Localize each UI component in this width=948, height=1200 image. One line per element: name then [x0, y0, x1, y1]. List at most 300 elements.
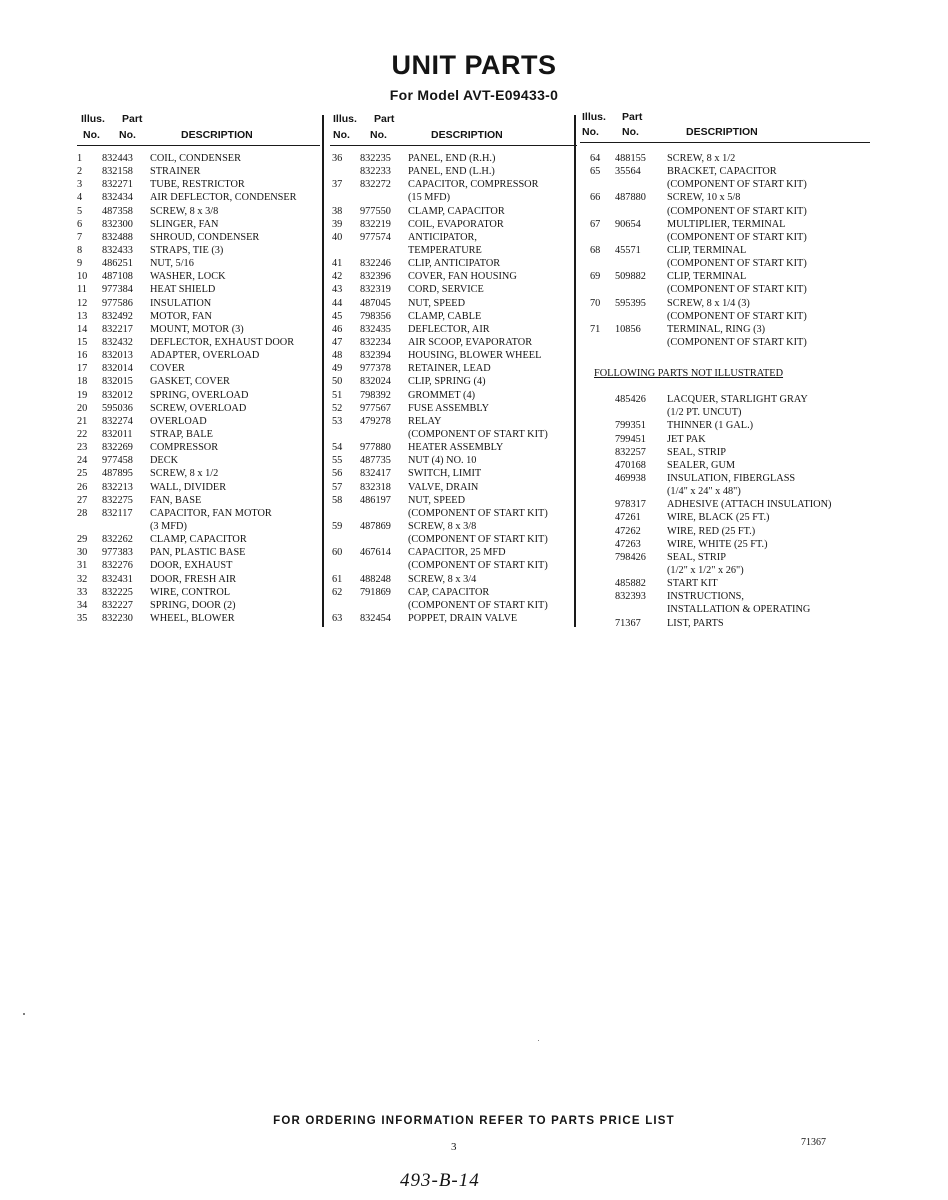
part-description: (1/4" x 24" x 48"): [667, 486, 741, 498]
part-row: [330, 441, 577, 454]
illus-no: 30: [77, 547, 88, 559]
part-description: WIRE, CONTROL: [150, 586, 231, 598]
part-number: 832274: [102, 415, 133, 427]
illus-no: 71: [590, 323, 601, 335]
part-number: 47263: [615, 538, 641, 550]
part-number: 832443: [102, 153, 133, 164]
part-number: 832271: [102, 179, 133, 191]
part-row: [330, 546, 577, 559]
scan-speck: [23, 1013, 25, 1015]
illus-no: 24: [77, 455, 88, 467]
part-description: SWITCH, LIMIT: [408, 468, 482, 480]
parts-list: [330, 152, 577, 625]
illus-no: 48: [332, 350, 343, 362]
part-row: [330, 362, 577, 375]
no-label: No.: [83, 129, 100, 141]
part-description: ANTICIPATOR,: [408, 231, 477, 243]
part-number: 799451: [615, 433, 646, 445]
part-row: [580, 152, 870, 165]
description-label: DESCRIPTION: [431, 129, 503, 141]
no-label: No.: [582, 126, 599, 138]
illus-no: 21: [77, 415, 88, 427]
part-number: 832013: [102, 350, 133, 362]
part-number: 832213: [102, 481, 133, 493]
part-description: TERMINAL, RING (3): [667, 323, 766, 335]
illus-no: 38: [332, 205, 343, 217]
part-number: 832272: [360, 179, 391, 191]
part-description: PANEL, END (R.H.): [408, 153, 496, 164]
part-row: [330, 402, 577, 415]
part-number: 595395: [615, 297, 646, 309]
part-row: [330, 257, 577, 270]
part-number: 832024: [360, 376, 391, 388]
part-row: [580, 617, 870, 630]
part-number: 798356: [360, 310, 391, 322]
part-row: [330, 375, 577, 388]
illus-no: 3: [77, 179, 83, 191]
part-description: WALL, DIVIDER: [150, 481, 227, 493]
part-description: SCREW, 8 x 1/2: [150, 468, 219, 480]
part-description: CORD, SERVICE: [408, 284, 484, 296]
part-description: OVERLOAD: [150, 415, 207, 427]
part-description: COVER, FAN HOUSING: [408, 271, 517, 283]
part-number: 977574: [360, 231, 391, 243]
illus-no: 40: [332, 231, 343, 243]
part-row: [330, 559, 577, 572]
part-description: SEAL, STRIP: [667, 551, 726, 563]
part-label: Part: [622, 111, 643, 123]
part-row: [580, 218, 870, 231]
part-number: 832234: [360, 336, 391, 348]
illus-no: 18: [77, 376, 88, 388]
part-number: 832158: [102, 166, 133, 178]
part-number: 832396: [360, 271, 391, 283]
part-row: [580, 191, 870, 204]
part-row: [580, 283, 870, 296]
part-row: [580, 433, 870, 446]
part-row: [330, 323, 577, 336]
part-number: 487735: [360, 455, 391, 467]
part-number: 47261: [615, 512, 641, 524]
part-number: 832492: [102, 310, 133, 322]
part-description: NUT (4) NO. 10: [408, 455, 477, 467]
part-row: [330, 283, 577, 296]
part-description: WHEEL, BLOWER: [150, 612, 235, 624]
part-number: 832276: [102, 560, 133, 572]
illus-no: 53: [332, 415, 343, 427]
part-number: 977458: [102, 455, 133, 467]
part-row: [330, 520, 577, 533]
part-row: [77, 612, 320, 625]
part-row: [77, 467, 320, 480]
part-row: [77, 310, 320, 323]
part-number: 832257: [615, 446, 646, 458]
part-description: ADHESIVE (ATTACH INSULATION): [667, 499, 832, 511]
part-number: 71367: [615, 617, 641, 629]
part-number: 832227: [102, 599, 133, 611]
part-number: 470168: [615, 459, 646, 471]
part-number: 977383: [102, 547, 133, 559]
part-row: [330, 599, 577, 612]
part-description: STRAP, BALE: [150, 428, 213, 440]
part-row: [77, 402, 320, 415]
part-row: [580, 310, 870, 323]
illus-no: 52: [332, 402, 343, 414]
part-number: 487108: [102, 271, 133, 283]
part-number: 832417: [360, 468, 391, 480]
illus-no: 2: [77, 166, 83, 178]
illus-no: 22: [77, 428, 88, 440]
part-row: [330, 231, 577, 244]
part-row: [330, 415, 577, 428]
part-row: [77, 191, 320, 204]
part-description: WASHER, LOCK: [150, 271, 226, 283]
part-row: [77, 428, 320, 441]
part-description: SCREW, 8 x 1/4 (3): [667, 297, 750, 309]
part-row: [77, 520, 320, 533]
column-header: [580, 112, 870, 144]
part-row: [330, 389, 577, 402]
part-row: [330, 533, 577, 546]
description-label: DESCRIPTION: [686, 126, 758, 138]
parts-column-1: [77, 112, 320, 625]
illus-no: 36: [332, 153, 343, 164]
part-description: (COMPONENT OF START KIT): [408, 507, 548, 519]
part-description: ADAPTER, OVERLOAD: [150, 350, 260, 362]
illus-no: 64: [590, 153, 601, 164]
part-description: SCREW, 8 x 3/8: [408, 520, 477, 532]
illus-no: 23: [77, 442, 88, 454]
part-description: PANEL, END (L.H.): [408, 166, 495, 178]
part-row: [580, 564, 870, 577]
part-description: (COMPONENT OF START KIT): [408, 534, 548, 546]
part-number: 487045: [360, 297, 391, 309]
part-row: [330, 310, 577, 323]
illus-no: 8: [77, 244, 83, 256]
part-row: [330, 349, 577, 362]
illus-no: 50: [332, 376, 343, 388]
part-no-label: No.: [119, 129, 136, 141]
part-number: 488248: [360, 573, 391, 585]
part-row: [580, 538, 870, 551]
part-row: [580, 270, 870, 283]
part-row: [580, 577, 870, 590]
part-row: [77, 362, 320, 375]
illus-no: 45: [332, 310, 343, 322]
illus-no: 67: [590, 218, 601, 230]
illus-no: 39: [332, 218, 343, 230]
part-number: 832275: [102, 494, 133, 506]
part-description: THINNER (1 GAL.): [667, 420, 754, 432]
part-description: (COMPONENT OF START KIT): [667, 258, 807, 270]
part-number: 832219: [360, 218, 391, 230]
part-row: [330, 270, 577, 283]
part-description: (COMPONENT OF START KIT): [408, 560, 548, 572]
part-description: DEFLECTOR, AIR: [408, 323, 490, 335]
part-label: Part: [374, 113, 395, 125]
illus-no: 29: [77, 534, 88, 546]
illus-no: 59: [332, 520, 343, 532]
illus-no: 32: [77, 573, 88, 585]
part-row: [330, 218, 577, 231]
part-row: [330, 428, 577, 441]
part-description: COIL, EVAPORATOR: [408, 218, 504, 230]
part-description: DEFLECTOR, EXHAUST DOOR: [150, 336, 295, 348]
part-description: (1/2" x 1/2" x 26"): [667, 564, 744, 576]
part-description: INSULATION, FIBERGLASS: [667, 472, 796, 484]
part-number: 832015: [102, 376, 133, 388]
illus-no: 9: [77, 258, 83, 270]
illus-no: 55: [332, 455, 343, 467]
part-description: CLAMP, CAPACITOR: [150, 534, 247, 546]
part-description: GROMMET (4): [408, 389, 476, 401]
part-number: 488155: [615, 153, 646, 164]
part-row: [77, 389, 320, 402]
part-row: [330, 205, 577, 218]
part-description: DOOR, FRESH AIR: [150, 573, 237, 585]
part-description: WIRE, RED (25 FT.): [667, 525, 756, 537]
part-number: 832435: [360, 323, 391, 335]
illus-no: 37: [332, 179, 343, 191]
part-description: TUBE, RESTRICTOR: [150, 179, 245, 191]
part-row: [77, 218, 320, 231]
illus-label: Illus.: [333, 113, 357, 125]
part-row: [580, 393, 870, 406]
part-description: MULTIPLIER, TERMINAL: [667, 218, 786, 230]
part-row: [580, 603, 870, 616]
part-number: 595036: [102, 402, 133, 414]
part-description: TEMPERATURE: [408, 244, 482, 256]
part-number: 977550: [360, 205, 391, 217]
illus-no: 49: [332, 363, 343, 375]
illus-no: 41: [332, 258, 343, 270]
part-row: [330, 573, 577, 586]
part-description: SLINGER, FAN: [150, 218, 219, 230]
part-number: 832225: [102, 586, 133, 598]
parts-column-2: [330, 112, 577, 625]
illus-no: 10: [77, 271, 88, 283]
part-number: 798392: [360, 389, 391, 401]
illus-no: 27: [77, 494, 88, 506]
illus-no: 13: [77, 310, 88, 322]
illus-no: 34: [77, 599, 88, 611]
part-row: [77, 586, 320, 599]
illus-no: 17: [77, 363, 88, 375]
illus-no: 47: [332, 336, 343, 348]
part-label: Part: [122, 113, 143, 125]
part-row: [330, 152, 577, 165]
part-description: (COMPONENT OF START KIT): [667, 336, 807, 348]
column-header: [330, 112, 577, 144]
column-divider: [574, 115, 576, 627]
not-illustrated-list: [580, 393, 870, 630]
part-number: 487895: [102, 468, 133, 480]
part-description: COVER: [150, 363, 185, 375]
part-description: HEAT SHIELD: [150, 284, 216, 296]
part-description: (COMPONENT OF START KIT): [667, 205, 807, 217]
part-description: INSULATION: [150, 297, 212, 309]
part-no-label: No.: [370, 129, 387, 141]
part-description: NUT, 5/16: [150, 258, 194, 270]
illus-no: 62: [332, 586, 343, 598]
part-row: [580, 244, 870, 257]
illus-label: Illus.: [81, 113, 105, 125]
part-row: [77, 454, 320, 467]
part-row: [330, 178, 577, 191]
part-number: 832454: [360, 612, 391, 624]
part-description: HOUSING, BLOWER WHEEL: [408, 350, 542, 362]
part-row: [330, 454, 577, 467]
part-number: 832431: [102, 573, 133, 585]
part-number: 832393: [615, 591, 646, 603]
part-row: [77, 165, 320, 178]
part-row: [580, 323, 870, 336]
illus-no: 46: [332, 323, 343, 335]
illus-no: 5: [77, 205, 83, 217]
part-description: BRACKET, CAPACITOR: [667, 166, 777, 178]
part-description: NUT, SPEED: [408, 494, 466, 506]
part-row: [580, 525, 870, 538]
illus-no: 63: [332, 612, 343, 624]
header-rule: [330, 145, 577, 146]
part-description: CAPACITOR, COMPRESSOR: [408, 179, 539, 191]
parts-column-3: [580, 112, 870, 630]
illus-no: 6: [77, 218, 83, 230]
part-description: SEALER, GUM: [667, 459, 736, 471]
part-number: 47262: [615, 525, 641, 537]
part-description: STRAINER: [150, 166, 201, 178]
column-divider: [322, 115, 324, 627]
part-row: [330, 481, 577, 494]
parts-list: [77, 152, 320, 625]
illus-no: 57: [332, 481, 343, 493]
part-row: [580, 178, 870, 191]
illus-no: 56: [332, 468, 343, 480]
illus-no: 33: [77, 586, 88, 598]
part-description: FUSE ASSEMBLY: [408, 402, 490, 414]
part-description: (1/2 PT. UNCUT): [667, 407, 742, 419]
illus-no: 69: [590, 271, 601, 283]
illus-no: 44: [332, 297, 343, 309]
part-row: [77, 323, 320, 336]
illus-label: Illus.: [582, 111, 606, 123]
part-description: JET PAK: [667, 433, 706, 445]
illus-no: 25: [77, 468, 88, 480]
part-row: [77, 205, 320, 218]
ordering-footer: FOR ORDERING INFORMATION REFER TO PARTS PRICE LIST: [273, 1115, 675, 1127]
illus-no: 19: [77, 389, 88, 401]
part-description: (COMPONENT OF START KIT): [667, 284, 807, 296]
part-row: [77, 152, 320, 165]
part-description: (COMPONENT OF START KIT): [667, 310, 807, 322]
part-description: SHROUD, CONDENSER: [150, 231, 260, 243]
part-description: SEAL, STRIP: [667, 446, 726, 458]
part-row: [580, 485, 870, 498]
part-description: SCREW, 8 x 3/4: [408, 573, 477, 585]
illus-no: 20: [77, 402, 88, 414]
part-number: 509882: [615, 271, 646, 283]
part-row: [580, 297, 870, 310]
part-description: AIR SCOOP, EVAPORATOR: [408, 336, 533, 348]
part-row: [580, 472, 870, 485]
part-row: [77, 283, 320, 296]
illus-no: 65: [590, 166, 601, 178]
illus-no: 54: [332, 442, 343, 454]
part-row: [580, 590, 870, 603]
part-number: 791869: [360, 586, 391, 598]
illus-no: 12: [77, 297, 88, 309]
part-number: 977384: [102, 284, 133, 296]
part-row: [77, 494, 320, 507]
part-row: [330, 244, 577, 257]
part-description: CLIP, TERMINAL: [667, 271, 747, 283]
part-number: 487880: [615, 192, 646, 204]
part-description: SCREW, 8 x 1/2: [667, 153, 736, 164]
part-row: [77, 559, 320, 572]
part-description: MOUNT, MOTOR (3): [150, 323, 244, 335]
illus-no: 70: [590, 297, 601, 309]
part-row: [330, 336, 577, 349]
part-row: [77, 178, 320, 191]
part-number: 487358: [102, 205, 133, 217]
part-row: [330, 191, 577, 204]
part-description: WIRE, BLACK (25 FT.): [667, 512, 770, 524]
illus-no: 14: [77, 323, 88, 335]
part-number: 832319: [360, 284, 391, 296]
part-description: STRAPS, TIE (3): [150, 244, 224, 256]
part-row: [330, 494, 577, 507]
document-number: 71367: [801, 1137, 826, 1148]
model-subtitle: For Model AVT-E09433-0: [389, 87, 559, 103]
part-number: 832262: [102, 534, 133, 546]
part-number: 832432: [102, 336, 133, 348]
following-parts-heading: FOLLOWING PARTS NOT ILLUSTRATED: [594, 368, 784, 380]
part-description: FAN, BASE: [150, 494, 202, 506]
part-number: 479278: [360, 415, 391, 427]
part-row: [77, 336, 320, 349]
part-row: [330, 297, 577, 310]
part-row: [580, 551, 870, 564]
illus-no: 28: [77, 507, 88, 519]
handwritten-note: 493-B-14: [400, 1170, 480, 1191]
part-description: (3 MFD): [150, 520, 187, 532]
part-row: [77, 441, 320, 454]
part-no-label: No.: [622, 126, 639, 138]
part-row: [77, 231, 320, 244]
parts-list: [580, 152, 870, 349]
part-number: 90654: [615, 218, 641, 230]
part-description: CAP, CAPACITOR: [408, 586, 490, 598]
part-description: INSTRUCTIONS,: [667, 591, 744, 603]
part-description: POPPET, DRAIN VALVE: [408, 612, 518, 624]
part-description: DECK: [150, 455, 179, 467]
part-description: MOTOR, FAN: [150, 310, 212, 322]
part-description: PAN, PLASTIC BASE: [150, 547, 246, 559]
part-number: 798426: [615, 551, 646, 563]
part-row: [580, 498, 870, 511]
part-description: RELAY: [408, 415, 442, 427]
part-description: CAPACITOR, 25 MFD: [408, 547, 506, 559]
illus-no: 61: [332, 573, 343, 585]
part-row: [580, 205, 870, 218]
part-description: SPRING, DOOR (2): [150, 599, 236, 611]
part-number: 832012: [102, 389, 133, 401]
part-row: [77, 257, 320, 270]
no-label: No.: [333, 129, 350, 141]
part-row: [77, 507, 320, 520]
part-description: SCREW, 10 x 5/8: [667, 192, 741, 204]
part-number: 832217: [102, 323, 133, 335]
